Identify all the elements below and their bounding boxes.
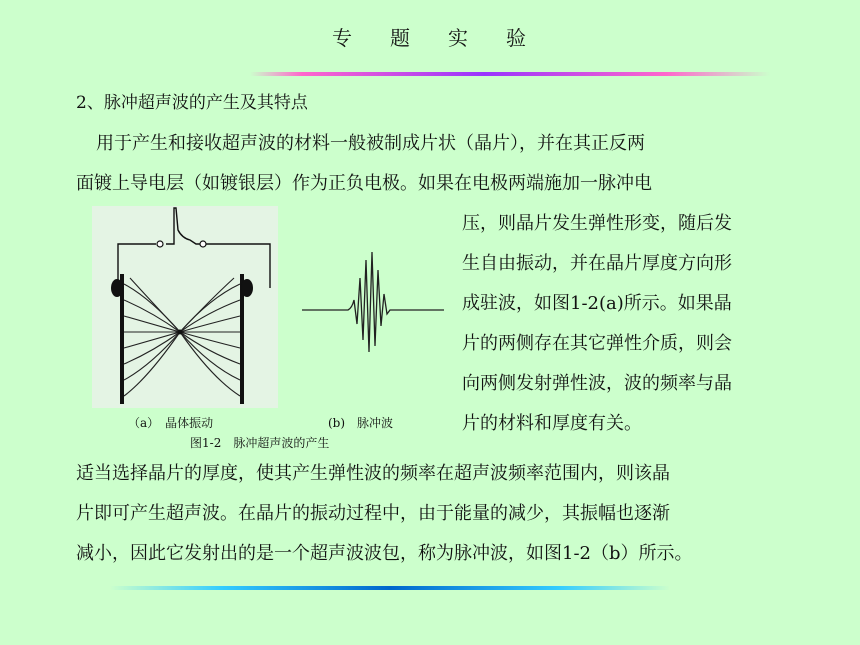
caption-b: (b) 脉冲波	[328, 416, 394, 430]
pulse-wave	[302, 252, 444, 352]
text-line: 适当选择晶片的厚度，使其产生弹性波的频率在超声波频率范围内，则该晶	[76, 463, 670, 484]
paragraph-side	[462, 204, 792, 444]
title-char: 实	[448, 26, 470, 50]
vibration-center	[178, 330, 183, 335]
figure-caption: 图1-2 脉冲超声波的产生	[190, 436, 330, 450]
title-char: 专	[332, 26, 354, 50]
bottom-divider	[110, 586, 670, 590]
section-heading: 2、脉冲超声波的产生及其特点	[76, 93, 308, 113]
title-char: 验	[506, 26, 528, 50]
text-line: 面镀上导电层（如镀银层）作为正负电极。如果在电极两端施加一脉冲电	[76, 173, 652, 194]
text-line: 用于产生和接收超声波的材料一般被制成片状（晶片），并在其正反两	[96, 133, 645, 154]
figure-drawing	[90, 200, 450, 450]
terminal-left	[157, 241, 163, 247]
paragraph-intro	[76, 124, 776, 204]
text-line: 片即可产生超声波。在晶片的振动过程中，由于能量的减少，其振幅也逐渐	[76, 503, 670, 524]
figure-a-background	[92, 206, 278, 408]
text-line: 向两侧发射弹性波，波的频率与晶	[462, 373, 732, 394]
text-line: 减小，因此它发射出的是一个超声波波包，称为脉冲波，如图1-2（b）所示。	[76, 543, 693, 564]
title-divider	[250, 72, 770, 76]
paragraph-conclusion	[76, 454, 806, 574]
terminal-right	[200, 241, 206, 247]
text-line: 压，则晶片发生弹性形变，随后发	[462, 213, 732, 234]
figure-1-2	[90, 200, 450, 450]
text-line: 片的两侧存在其它弹性介质，则会	[462, 333, 732, 354]
text-line: 成驻波，如图1-2(a)所示。如果晶	[462, 293, 732, 314]
text-line: 生自由振动，并在晶片厚度方向形	[462, 253, 732, 274]
caption-a: （a） 晶体振动	[128, 416, 214, 430]
text-line: 片的材料和厚度有关。	[462, 413, 642, 434]
slide-title	[0, 22, 860, 51]
title-char: 题	[390, 26, 412, 50]
